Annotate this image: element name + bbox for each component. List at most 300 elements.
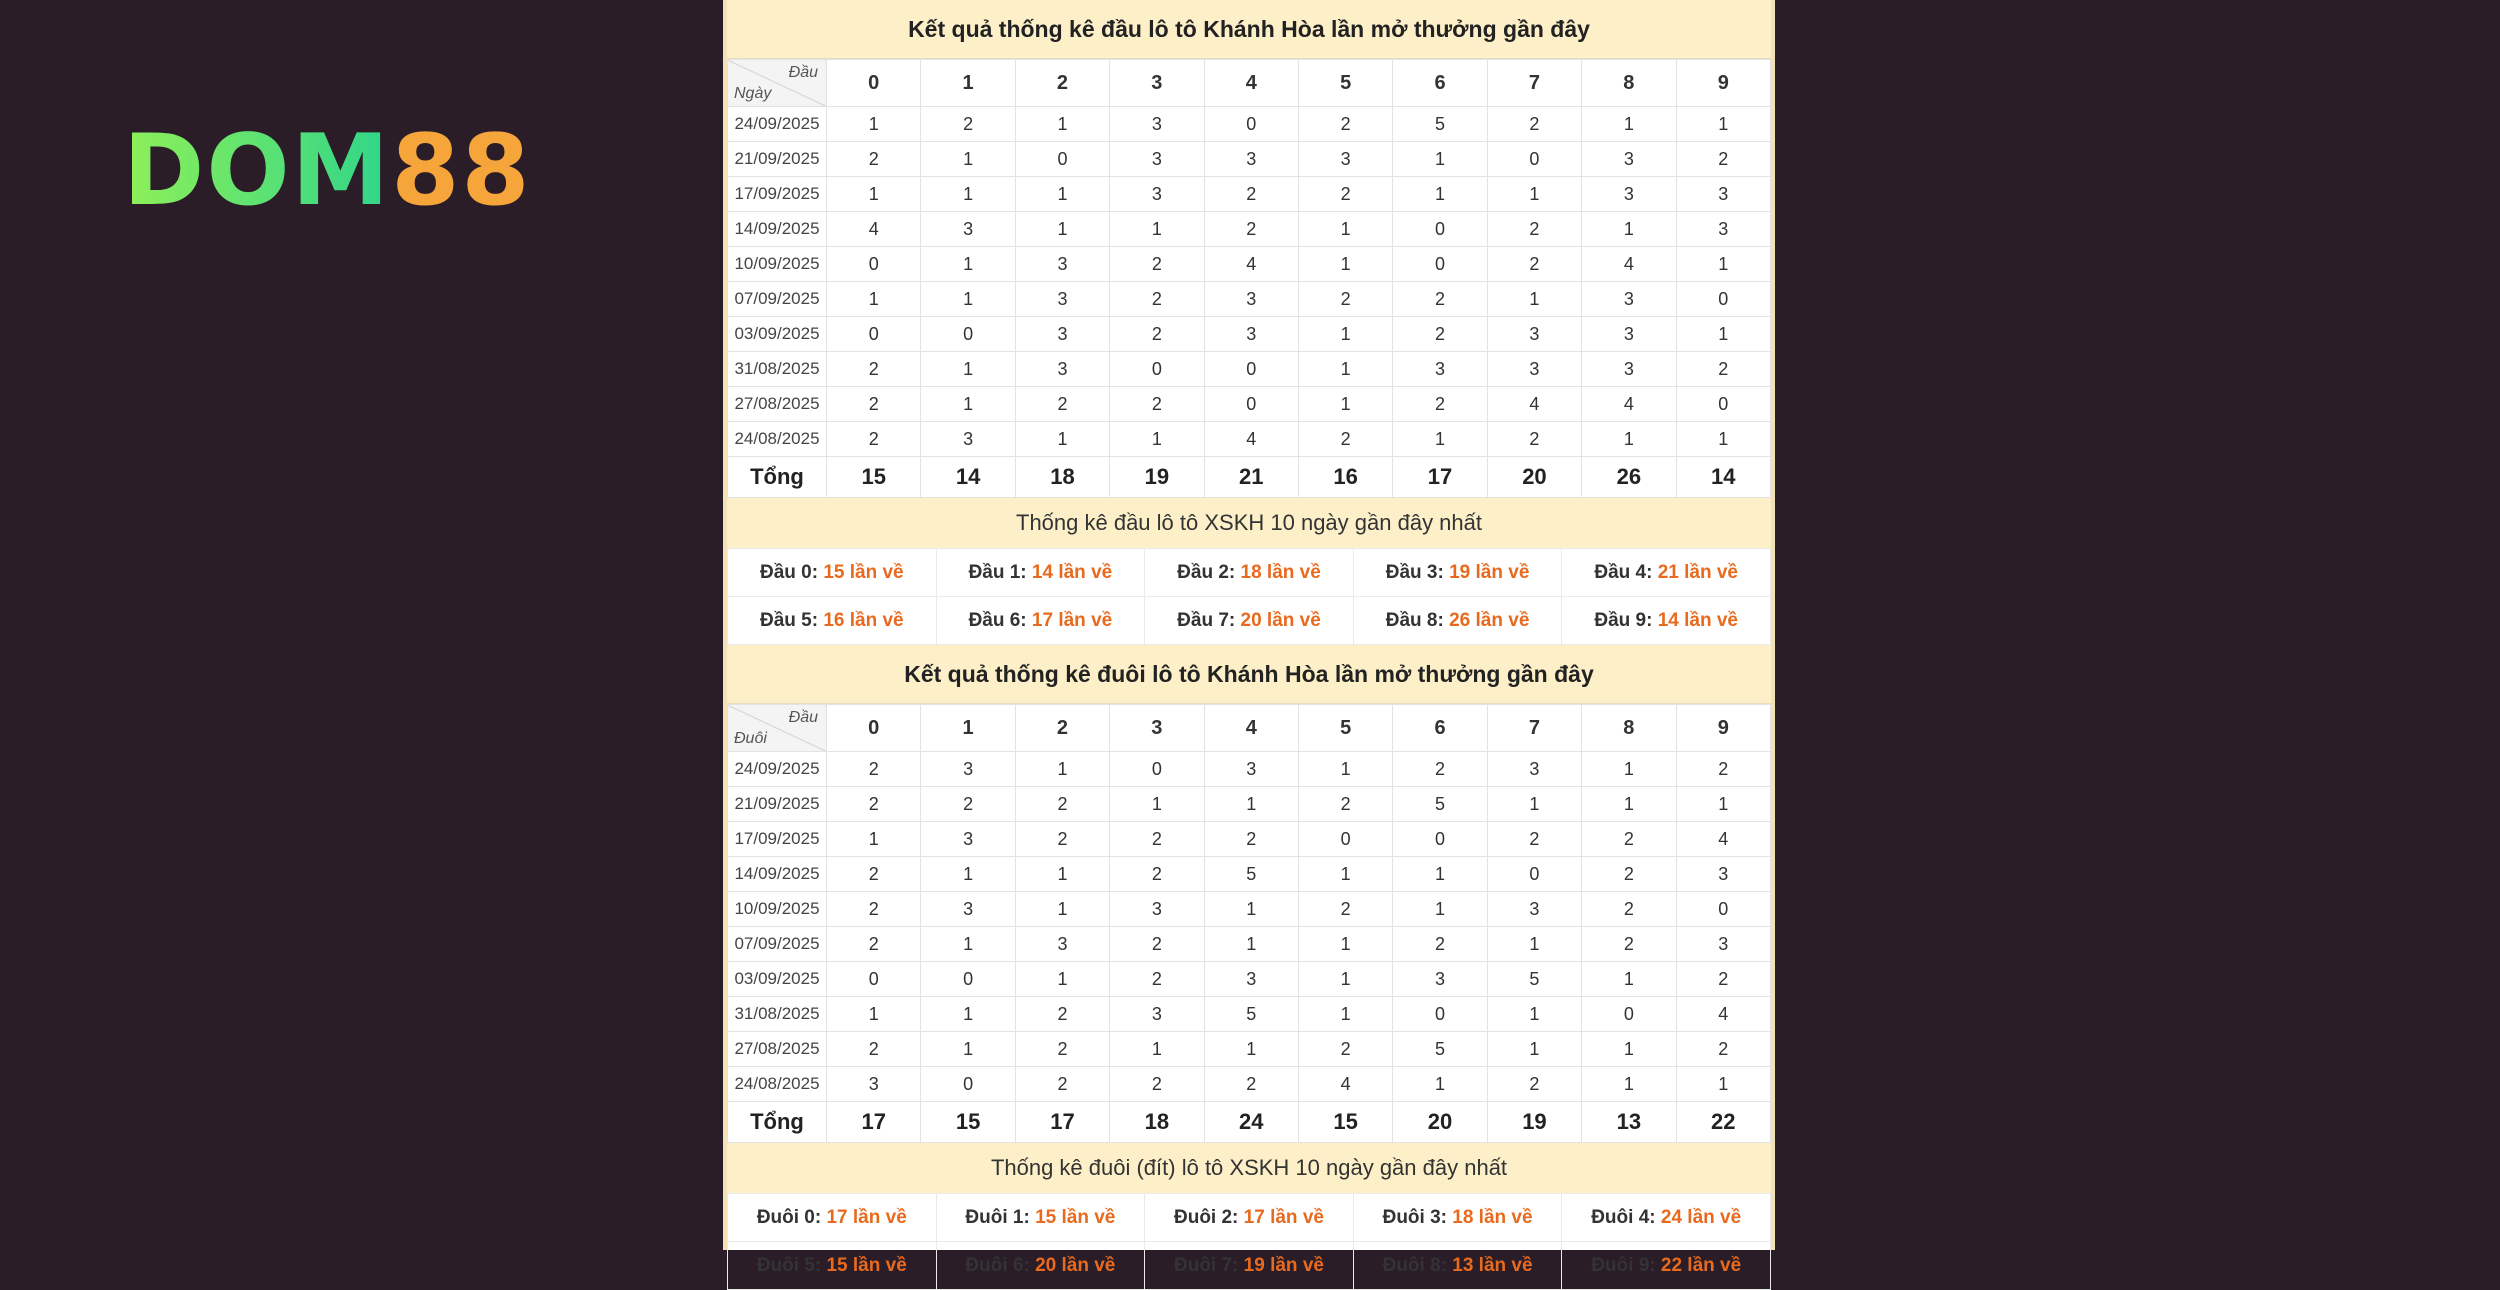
logo-text-88: 88	[391, 114, 532, 228]
count-cell: 2	[1393, 282, 1487, 317]
logo-text-dom: DOM	[123, 114, 392, 228]
count-cell: 1	[1393, 422, 1487, 457]
summary-label: Đuôi 0:	[756, 1206, 822, 1228]
count-cell: 3	[1582, 282, 1676, 317]
summary-cell	[728, 549, 937, 597]
count-cell: 1	[1676, 422, 1770, 457]
column-header: 8	[1582, 60, 1676, 107]
summary-value: 20 lần về	[1240, 609, 1321, 631]
count-cell: 3	[1582, 352, 1676, 387]
count-cell: 2	[1487, 822, 1581, 857]
count-cell: 4	[1204, 247, 1298, 282]
summary-label: Đuôi 6:	[965, 1254, 1030, 1276]
count-cell: 1	[1298, 927, 1392, 962]
count-cell: 3	[921, 892, 1015, 927]
count-cell: 1	[1393, 142, 1487, 177]
summary-cell	[728, 597, 937, 645]
header-row	[728, 60, 1771, 107]
total-cell: 14	[921, 457, 1015, 498]
count-cell: 1	[1487, 997, 1581, 1032]
count-cell: 2	[1582, 857, 1676, 892]
summary-label: Đuôi 4:	[1591, 1206, 1656, 1228]
table-row	[728, 787, 1771, 822]
total-cell: 24	[1204, 1102, 1298, 1143]
count-cell: 5	[1393, 1032, 1487, 1067]
summary-cell	[1353, 597, 1562, 645]
dau-section	[727, 0, 1771, 645]
count-cell: 2	[1110, 247, 1204, 282]
count-cell: 1	[1204, 1032, 1298, 1067]
summary-label: Đầu 0:	[759, 561, 819, 583]
summary-label: Đuôi 5:	[756, 1254, 822, 1276]
count-cell: 2	[827, 1032, 921, 1067]
table-row	[728, 1067, 1771, 1102]
total-cell: 13	[1582, 1102, 1676, 1143]
count-cell: 2	[1298, 892, 1392, 927]
column-header: 2	[1015, 60, 1109, 107]
summary-value: 26 lần về	[1449, 609, 1530, 631]
count-cell: 4	[1676, 822, 1770, 857]
summary-label: Đầu 4:	[1594, 561, 1653, 583]
row-date: 17/09/2025	[728, 822, 827, 857]
count-cell: 1	[1110, 1032, 1204, 1067]
total-cell: 21	[1204, 457, 1298, 498]
count-cell: 0	[1015, 142, 1109, 177]
table-row	[728, 422, 1771, 457]
total-row	[728, 457, 1771, 498]
statistics-panel	[723, 0, 1775, 1276]
row-date: 31/08/2025	[728, 997, 827, 1032]
total-cell: 15	[1298, 1102, 1392, 1143]
count-cell: 1	[921, 997, 1015, 1032]
summary-value: 14 lần về	[1031, 561, 1113, 583]
count-cell: 1	[1487, 927, 1581, 962]
summary-value: 15 lần về	[823, 561, 904, 583]
count-cell: 2	[1204, 177, 1298, 212]
count-cell: 1	[1582, 422, 1676, 457]
total-cell: 19	[1487, 1102, 1581, 1143]
count-cell: 2	[827, 857, 921, 892]
count-cell: 2	[827, 142, 921, 177]
count-cell: 2	[1298, 282, 1392, 317]
count-cell: 3	[921, 422, 1015, 457]
count-cell: 3	[1015, 282, 1109, 317]
count-cell: 3	[921, 212, 1015, 247]
count-cell: 3	[921, 822, 1015, 857]
column-header: 1	[921, 705, 1015, 752]
count-cell: 2	[1015, 1067, 1109, 1102]
count-cell: 3	[1676, 212, 1770, 247]
summary-label: Đầu 2:	[1177, 561, 1236, 583]
summary-value: 17 lần về	[826, 1206, 907, 1228]
column-header: 8	[1582, 705, 1676, 752]
count-cell: 1	[1298, 997, 1392, 1032]
table-row	[728, 997, 1771, 1032]
column-header: 3	[1110, 705, 1204, 752]
summary-value: 14 lần về	[1657, 609, 1738, 631]
count-cell: 1	[1298, 317, 1392, 352]
count-cell: 1	[1582, 1067, 1676, 1102]
summary-cell	[1145, 549, 1354, 597]
summary-title: Thống kê đầu lô tô XSKH 10 ngày gần đây nhất	[727, 498, 1771, 548]
count-cell: 3	[1582, 142, 1676, 177]
count-cell: 2	[1582, 927, 1676, 962]
count-cell: 1	[1298, 857, 1392, 892]
count-cell: 2	[1110, 1067, 1204, 1102]
count-cell: 2	[827, 387, 921, 422]
count-cell: 1	[827, 822, 921, 857]
column-header: 4	[1204, 60, 1298, 107]
count-cell: 2	[1298, 107, 1392, 142]
count-cell: 2	[1298, 422, 1392, 457]
summary-row	[728, 1242, 1771, 1290]
count-cell: 3	[1110, 107, 1204, 142]
count-cell: 1	[1110, 212, 1204, 247]
count-cell: 1	[921, 857, 1015, 892]
count-cell: 1	[1298, 387, 1392, 422]
column-header: 9	[1676, 705, 1770, 752]
count-cell: 1	[1487, 177, 1581, 212]
count-cell: 3	[1110, 177, 1204, 212]
count-cell: 2	[1015, 787, 1109, 822]
count-cell: 1	[1015, 422, 1109, 457]
count-cell: 4	[1204, 422, 1298, 457]
count-cell: 2	[1204, 822, 1298, 857]
total-cell: 14	[1676, 457, 1770, 498]
count-cell: 1	[827, 107, 921, 142]
section-title: Kết quả thống kê đầu lô tô Khánh Hòa lần mở thưởng gần đây	[727, 0, 1771, 59]
total-label: Tổng	[728, 1102, 827, 1143]
count-cell: 3	[1015, 352, 1109, 387]
count-cell: 1	[1393, 857, 1487, 892]
count-cell: 1	[827, 282, 921, 317]
count-cell: 4	[1487, 387, 1581, 422]
count-cell: 2	[1110, 282, 1204, 317]
summary-table	[727, 1193, 1771, 1290]
count-cell: 1	[1393, 177, 1487, 212]
column-header: 6	[1393, 705, 1487, 752]
count-cell: 1	[1582, 1032, 1676, 1067]
count-cell: 1	[1298, 247, 1392, 282]
count-cell: 2	[1487, 212, 1581, 247]
count-cell: 5	[1393, 787, 1487, 822]
count-cell: 2	[1582, 892, 1676, 927]
summary-cell	[1145, 1242, 1354, 1290]
summary-row	[728, 597, 1771, 645]
row-date: 24/09/2025	[728, 107, 827, 142]
count-cell: 2	[1487, 107, 1581, 142]
row-date: 21/09/2025	[728, 787, 827, 822]
count-cell: 2	[1487, 1067, 1581, 1102]
summary-cell	[1353, 1194, 1562, 1242]
column-header: 0	[827, 705, 921, 752]
summary-label: Đầu 7:	[1177, 609, 1236, 631]
count-cell: 1	[1676, 107, 1770, 142]
summary-cell	[1562, 549, 1771, 597]
table-row	[728, 317, 1771, 352]
row-date: 24/08/2025	[728, 422, 827, 457]
count-cell: 3	[1393, 962, 1487, 997]
row-date: 24/08/2025	[728, 1067, 827, 1102]
count-cell: 1	[1110, 422, 1204, 457]
count-cell: 1	[1298, 352, 1392, 387]
count-cell: 2	[827, 787, 921, 822]
count-cell: 3	[1487, 317, 1581, 352]
summary-value: 16 lần về	[823, 609, 904, 631]
count-cell: 0	[1487, 857, 1581, 892]
summary-cell	[1145, 597, 1354, 645]
count-cell: 1	[921, 177, 1015, 212]
table-row	[728, 927, 1771, 962]
row-date: 03/09/2025	[728, 962, 827, 997]
total-cell: 26	[1582, 457, 1676, 498]
summary-label: Đầu 1:	[968, 561, 1027, 583]
count-cell: 2	[827, 352, 921, 387]
row-date: 10/09/2025	[728, 892, 827, 927]
count-cell: 1	[1015, 892, 1109, 927]
count-cell: 2	[1487, 247, 1581, 282]
table-row	[728, 142, 1771, 177]
total-label: Tổng	[728, 457, 827, 498]
column-header: 1	[921, 60, 1015, 107]
column-header: 5	[1298, 705, 1392, 752]
table-row	[728, 962, 1771, 997]
count-cell: 0	[1204, 107, 1298, 142]
count-cell: 2	[1110, 857, 1204, 892]
count-cell: 2	[1393, 387, 1487, 422]
count-cell: 3	[1298, 142, 1392, 177]
summary-title: Thống kê đuôi (đít) lô tô XSKH 10 ngày gần đây nhất	[727, 1143, 1771, 1193]
section-title: Kết quả thống kê đuôi lô tô Khánh Hòa lần mở thưởng gần đây	[727, 645, 1771, 704]
summary-value: 17 lần về	[1031, 609, 1113, 631]
count-cell: 5	[1204, 857, 1298, 892]
count-cell: 1	[1582, 212, 1676, 247]
count-cell: 3	[1204, 282, 1298, 317]
count-cell: 0	[1487, 142, 1581, 177]
summary-label: Đuôi 7:	[1174, 1254, 1239, 1276]
count-cell: 1	[921, 927, 1015, 962]
table-row	[728, 387, 1771, 422]
count-cell: 1	[1015, 752, 1109, 787]
summary-cell	[936, 597, 1145, 645]
count-cell: 1	[1204, 892, 1298, 927]
row-date: 17/09/2025	[728, 177, 827, 212]
count-cell: 0	[1110, 352, 1204, 387]
count-cell: 2	[921, 787, 1015, 822]
summary-cell	[1353, 1242, 1562, 1290]
count-cell: 2	[1015, 997, 1109, 1032]
count-cell: 1	[921, 247, 1015, 282]
summary-label: Đuôi 1:	[965, 1206, 1030, 1228]
summary-value: 17 lần về	[1243, 1206, 1324, 1228]
count-cell: 0	[1110, 752, 1204, 787]
count-cell: 2	[1676, 142, 1770, 177]
total-cell: 22	[1676, 1102, 1770, 1143]
summary-cell	[936, 1194, 1145, 1242]
count-cell: 1	[1298, 752, 1392, 787]
total-cell: 15	[921, 1102, 1015, 1143]
table-row	[728, 247, 1771, 282]
count-cell: 1	[1582, 752, 1676, 787]
count-cell: 3	[1487, 892, 1581, 927]
row-date: 07/09/2025	[728, 282, 827, 317]
count-cell: 1	[1204, 927, 1298, 962]
stats-table	[727, 59, 1771, 498]
corner-bottom-label: Đuôi	[734, 730, 767, 747]
count-cell: 2	[827, 422, 921, 457]
row-date: 27/08/2025	[728, 387, 827, 422]
column-header: 2	[1015, 705, 1109, 752]
count-cell: 0	[921, 962, 1015, 997]
count-cell: 2	[827, 892, 921, 927]
count-cell: 2	[1676, 1032, 1770, 1067]
count-cell: 1	[1015, 962, 1109, 997]
count-cell: 0	[1676, 892, 1770, 927]
stats-table	[727, 704, 1771, 1143]
summary-cell	[1145, 1194, 1354, 1242]
count-cell: 3	[1015, 317, 1109, 352]
corner-header	[728, 60, 827, 107]
count-cell: 1	[921, 387, 1015, 422]
count-cell: 3	[1204, 962, 1298, 997]
count-cell: 2	[1298, 787, 1392, 822]
count-cell: 1	[1298, 212, 1392, 247]
count-cell: 0	[1393, 212, 1487, 247]
count-cell: 3	[1110, 997, 1204, 1032]
count-cell: 5	[1487, 962, 1581, 997]
count-cell: 1	[1393, 1067, 1487, 1102]
count-cell: 2	[1676, 962, 1770, 997]
summary-value: 20 lần về	[1035, 1254, 1116, 1276]
count-cell: 4	[1582, 247, 1676, 282]
count-cell: 3	[1204, 142, 1298, 177]
summary-value: 15 lần về	[826, 1254, 907, 1276]
summary-label: Đầu 9:	[1594, 609, 1653, 631]
count-cell: 1	[1015, 177, 1109, 212]
count-cell: 1	[1110, 787, 1204, 822]
summary-cell	[728, 1242, 937, 1290]
count-cell: 0	[1393, 247, 1487, 282]
summary-cell	[728, 1194, 937, 1242]
table-row	[728, 212, 1771, 247]
dom88-logo	[123, 114, 532, 228]
table-row	[728, 1032, 1771, 1067]
count-cell: 0	[1298, 822, 1392, 857]
count-cell: 3	[1204, 317, 1298, 352]
count-cell: 1	[1015, 107, 1109, 142]
count-cell: 0	[1676, 282, 1770, 317]
table-row	[728, 177, 1771, 212]
row-date: 14/09/2025	[728, 212, 827, 247]
count-cell: 1	[1582, 962, 1676, 997]
count-cell: 1	[921, 352, 1015, 387]
count-cell: 4	[1676, 997, 1770, 1032]
count-cell: 3	[1204, 752, 1298, 787]
count-cell: 4	[1298, 1067, 1392, 1102]
count-cell: 1	[1204, 787, 1298, 822]
count-cell: 0	[827, 317, 921, 352]
table-row	[728, 857, 1771, 892]
count-cell: 3	[1582, 177, 1676, 212]
count-cell: 3	[1110, 892, 1204, 927]
count-cell: 2	[1110, 822, 1204, 857]
summary-label: Đầu 3:	[1385, 561, 1444, 583]
summary-cell	[936, 1242, 1145, 1290]
summary-cell	[1562, 1242, 1771, 1290]
count-cell: 2	[1110, 962, 1204, 997]
summary-label: Đuôi 9:	[1591, 1254, 1656, 1276]
duoi-section	[727, 645, 1771, 1290]
table-row	[728, 107, 1771, 142]
table-row	[728, 822, 1771, 857]
count-cell: 0	[1393, 997, 1487, 1032]
row-date: 27/08/2025	[728, 1032, 827, 1067]
summary-row	[728, 549, 1771, 597]
column-header: 5	[1298, 60, 1392, 107]
count-cell: 0	[1676, 387, 1770, 422]
count-cell: 5	[1393, 107, 1487, 142]
total-cell: 17	[1015, 1102, 1109, 1143]
count-cell: 2	[1393, 752, 1487, 787]
total-cell: 19	[1110, 457, 1204, 498]
table-row	[728, 352, 1771, 387]
count-cell: 1	[1015, 857, 1109, 892]
column-header: 6	[1393, 60, 1487, 107]
summary-value: 19 lần về	[1243, 1254, 1324, 1276]
summary-value: 18 lần về	[1452, 1206, 1533, 1228]
count-cell: 3	[1676, 927, 1770, 962]
summary-value: 21 lần về	[1657, 561, 1738, 583]
corner-bottom-label: Ngày	[734, 85, 772, 102]
summary-value: 24 lần về	[1660, 1206, 1742, 1228]
count-cell: 1	[1582, 107, 1676, 142]
table-row	[728, 752, 1771, 787]
count-cell: 1	[1487, 282, 1581, 317]
count-cell: 3	[921, 752, 1015, 787]
summary-cell	[1562, 597, 1771, 645]
total-cell: 20	[1393, 1102, 1487, 1143]
count-cell: 0	[1204, 387, 1298, 422]
row-date: 24/09/2025	[728, 752, 827, 787]
row-date: 21/09/2025	[728, 142, 827, 177]
count-cell: 3	[1015, 927, 1109, 962]
count-cell: 2	[1676, 352, 1770, 387]
column-header: 7	[1487, 705, 1581, 752]
summary-value: 13 lần về	[1452, 1254, 1533, 1276]
count-cell: 4	[827, 212, 921, 247]
count-cell: 0	[827, 247, 921, 282]
count-cell: 2	[1582, 822, 1676, 857]
count-cell: 1	[921, 282, 1015, 317]
count-cell: 1	[1676, 317, 1770, 352]
count-cell: 1	[1393, 892, 1487, 927]
table-row	[728, 282, 1771, 317]
summary-label: Đuôi 8:	[1382, 1254, 1447, 1276]
count-cell: 1	[1015, 212, 1109, 247]
count-cell: 2	[1015, 1032, 1109, 1067]
corner-top-label: Đầu	[788, 709, 818, 726]
column-header: 9	[1676, 60, 1770, 107]
count-cell: 3	[1676, 857, 1770, 892]
count-cell: 2	[827, 927, 921, 962]
corner-top-label: Đầu	[788, 64, 818, 81]
summary-label: Đầu 5:	[759, 609, 819, 631]
count-cell: 4	[1582, 387, 1676, 422]
count-cell: 3	[1676, 177, 1770, 212]
row-date: 03/09/2025	[728, 317, 827, 352]
count-cell: 3	[1582, 317, 1676, 352]
count-cell: 1	[1676, 787, 1770, 822]
